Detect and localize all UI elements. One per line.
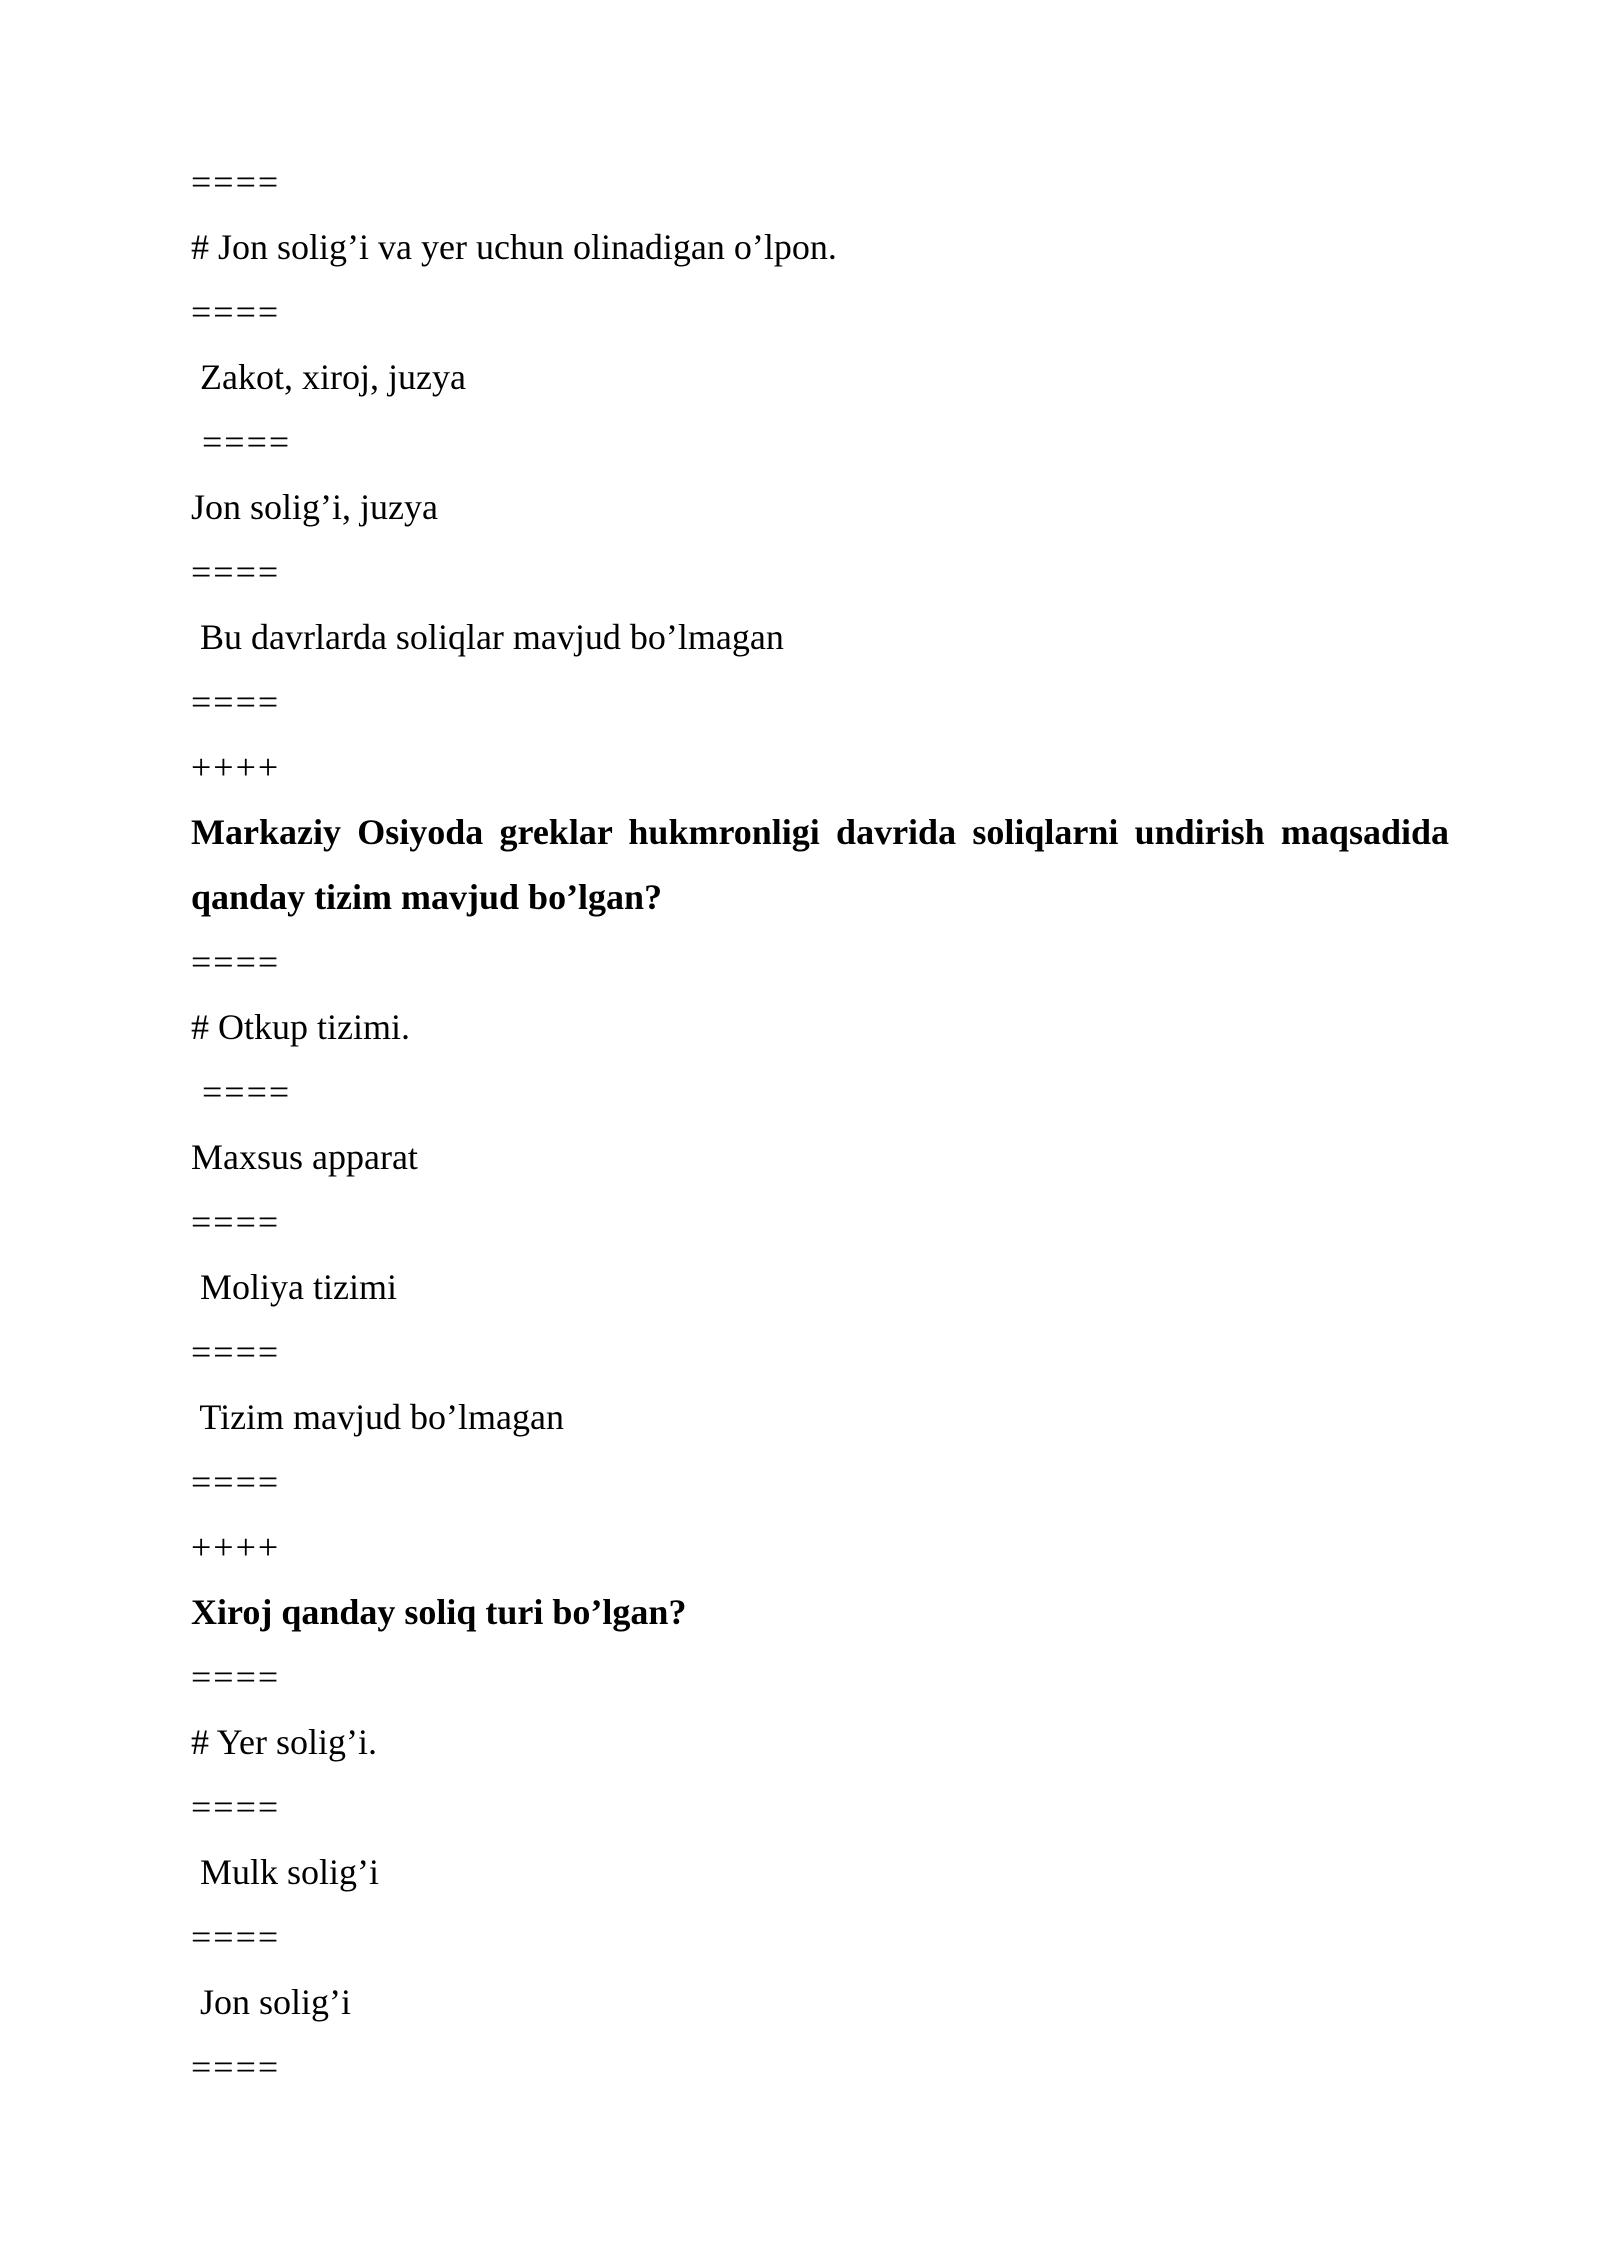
answer-option: Moliya tizimi <box>191 1267 397 1307</box>
separator-line: ==== <box>191 422 292 462</box>
separator-line: ==== <box>191 162 281 202</box>
question-text: Markaziy Osiyoda greklar hukmronligi davrida soliqlarni undirish maqsadida qanday tizim mavjud bo’lgan? <box>191 812 1449 917</box>
separator-line: ==== <box>191 1332 281 1372</box>
answer-option: Jon solig’i <box>191 1982 352 2022</box>
question-marker: ++++ <box>191 747 281 787</box>
separator-line: ==== <box>191 1072 292 1112</box>
correct-answer: # Otkup tizimi. <box>191 1007 410 1047</box>
answer-option: Maxsus apparat <box>191 1137 418 1177</box>
separator-line: ==== <box>191 1657 281 1697</box>
answer-option: Mulk solig’i <box>191 1852 380 1892</box>
question-text: Xiroj qanday soliq turi bo’lgan? <box>191 1592 687 1632</box>
document-body <box>191 150 1449 2100</box>
correct-answer: # Jon solig’i va yer uchun olinadigan o’lpon. <box>191 227 837 267</box>
separator-line: ==== <box>191 292 281 332</box>
answer-option: Zakot, xiroj, juzya <box>191 357 466 397</box>
answer-option: Jon solig’i, juzya <box>191 487 438 527</box>
separator-line: ==== <box>191 942 281 982</box>
separator-line: ==== <box>191 552 281 592</box>
separator-line: ==== <box>191 1917 281 1957</box>
answer-option: Tizim mavjud bo’lmagan <box>191 1397 564 1437</box>
answer-option: Bu davrlarda soliqlar mavjud bo’lmagan <box>191 617 784 657</box>
separator-line: ==== <box>191 1787 281 1827</box>
question-marker: ++++ <box>191 1527 281 1567</box>
separator-line: ==== <box>191 1462 281 1502</box>
separator-line: ==== <box>191 682 281 722</box>
correct-answer: # Yer solig’i. <box>191 1722 378 1762</box>
separator-line: ==== <box>191 1202 281 1242</box>
separator-line: ==== <box>191 2047 281 2087</box>
